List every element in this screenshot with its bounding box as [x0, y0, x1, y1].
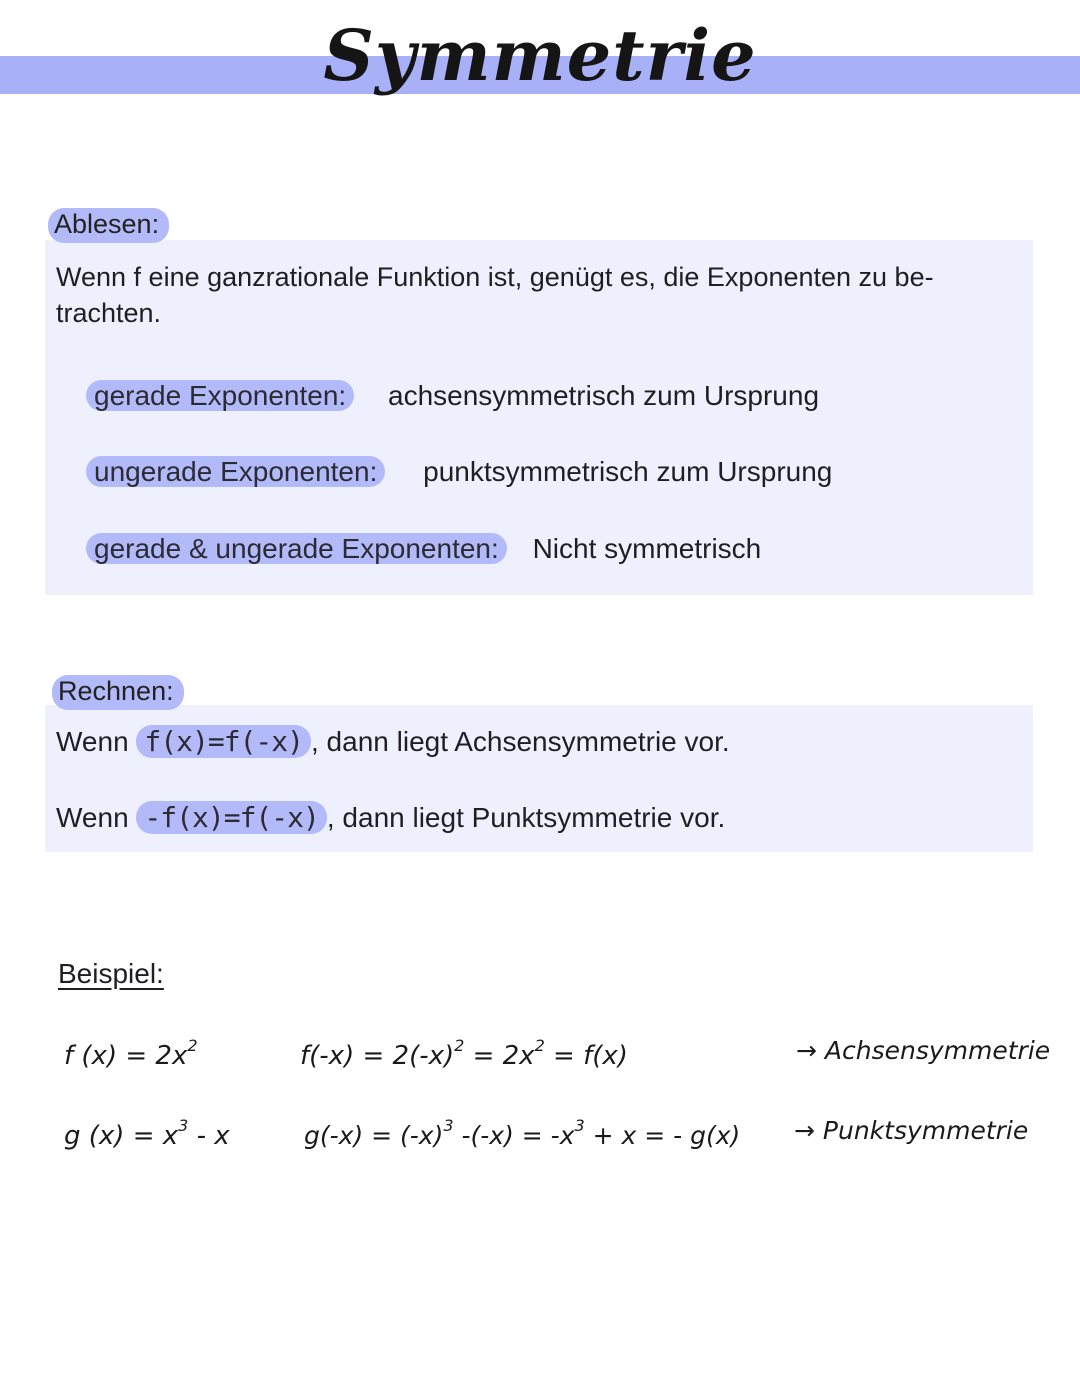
- function-text: - x: [188, 1121, 230, 1151]
- exponent: 2: [187, 1036, 198, 1055]
- example2-calculation: [304, 1116, 740, 1150]
- rechnen-line-axis: [56, 725, 730, 758]
- rechnen-prefix: Wenn: [56, 726, 129, 757]
- rechnen-label: Rechnen:: [52, 675, 184, 710]
- rechnen-line-point: [56, 801, 725, 834]
- calc-part: -(-x) = -x: [453, 1121, 575, 1150]
- example1-calculation: [300, 1036, 628, 1071]
- calc-part: = f(x): [544, 1041, 628, 1071]
- ablesen-label: Ablesen:: [48, 208, 169, 243]
- calc-part: = 2x: [464, 1041, 535, 1071]
- exponent: 3: [178, 1116, 189, 1135]
- beispiel-label: Beispiel:: [58, 958, 164, 989]
- calc-part: + x = - g(x): [584, 1121, 741, 1150]
- rule-result: punktsymmetrisch zum Ursprung: [423, 456, 833, 487]
- ablesen-intro-line1: Wenn f eine ganzrationale Funktion ist, genügt es, die Exponenten zu be-: [56, 262, 934, 292]
- rechnen-formula-axis: f(x)=f(-x): [136, 725, 311, 758]
- rechnen-suffix: , dann liegt Achsensymmetrie vor.: [311, 726, 730, 757]
- ablesen-intro-line2: trachten.: [56, 298, 162, 328]
- calc-part: f(-x) = 2(-x): [300, 1041, 455, 1071]
- rechnen-formula-point: -f(x)=f(-x): [136, 801, 326, 834]
- example2-function: [64, 1116, 230, 1151]
- function-text: g (x) = x: [64, 1121, 179, 1151]
- rule-row-even: [86, 380, 819, 412]
- rule-result: Nicht symmetrisch: [532, 533, 762, 564]
- exponent: 3: [443, 1116, 454, 1135]
- rule-term: gerade & ungerade Exponenten:: [86, 533, 507, 564]
- rule-term: gerade Exponenten:: [86, 380, 354, 411]
- exponent: 3: [574, 1116, 585, 1135]
- example1-function: [64, 1036, 198, 1071]
- rule-row-mixed: [86, 533, 761, 565]
- exponent: 2: [534, 1036, 545, 1055]
- page-title: Symmetrie: [323, 14, 757, 97]
- rule-result: achsensymmetrisch zum Ursprung: [388, 380, 820, 411]
- rule-term: ungerade Exponenten:: [86, 456, 385, 487]
- calc-part: g(-x) = (-x): [304, 1121, 444, 1150]
- exponent: 2: [454, 1036, 465, 1055]
- function-text: f (x) = 2x: [64, 1041, 188, 1071]
- rechnen-suffix: , dann liegt Punktsymmetrie vor.: [326, 802, 726, 833]
- example2-result: → Punktsymmetrie: [794, 1116, 1029, 1145]
- example1-result: → Achsensymmetrie: [796, 1036, 1051, 1065]
- rechnen-prefix: Wenn: [56, 802, 129, 833]
- rule-row-odd: [86, 456, 832, 488]
